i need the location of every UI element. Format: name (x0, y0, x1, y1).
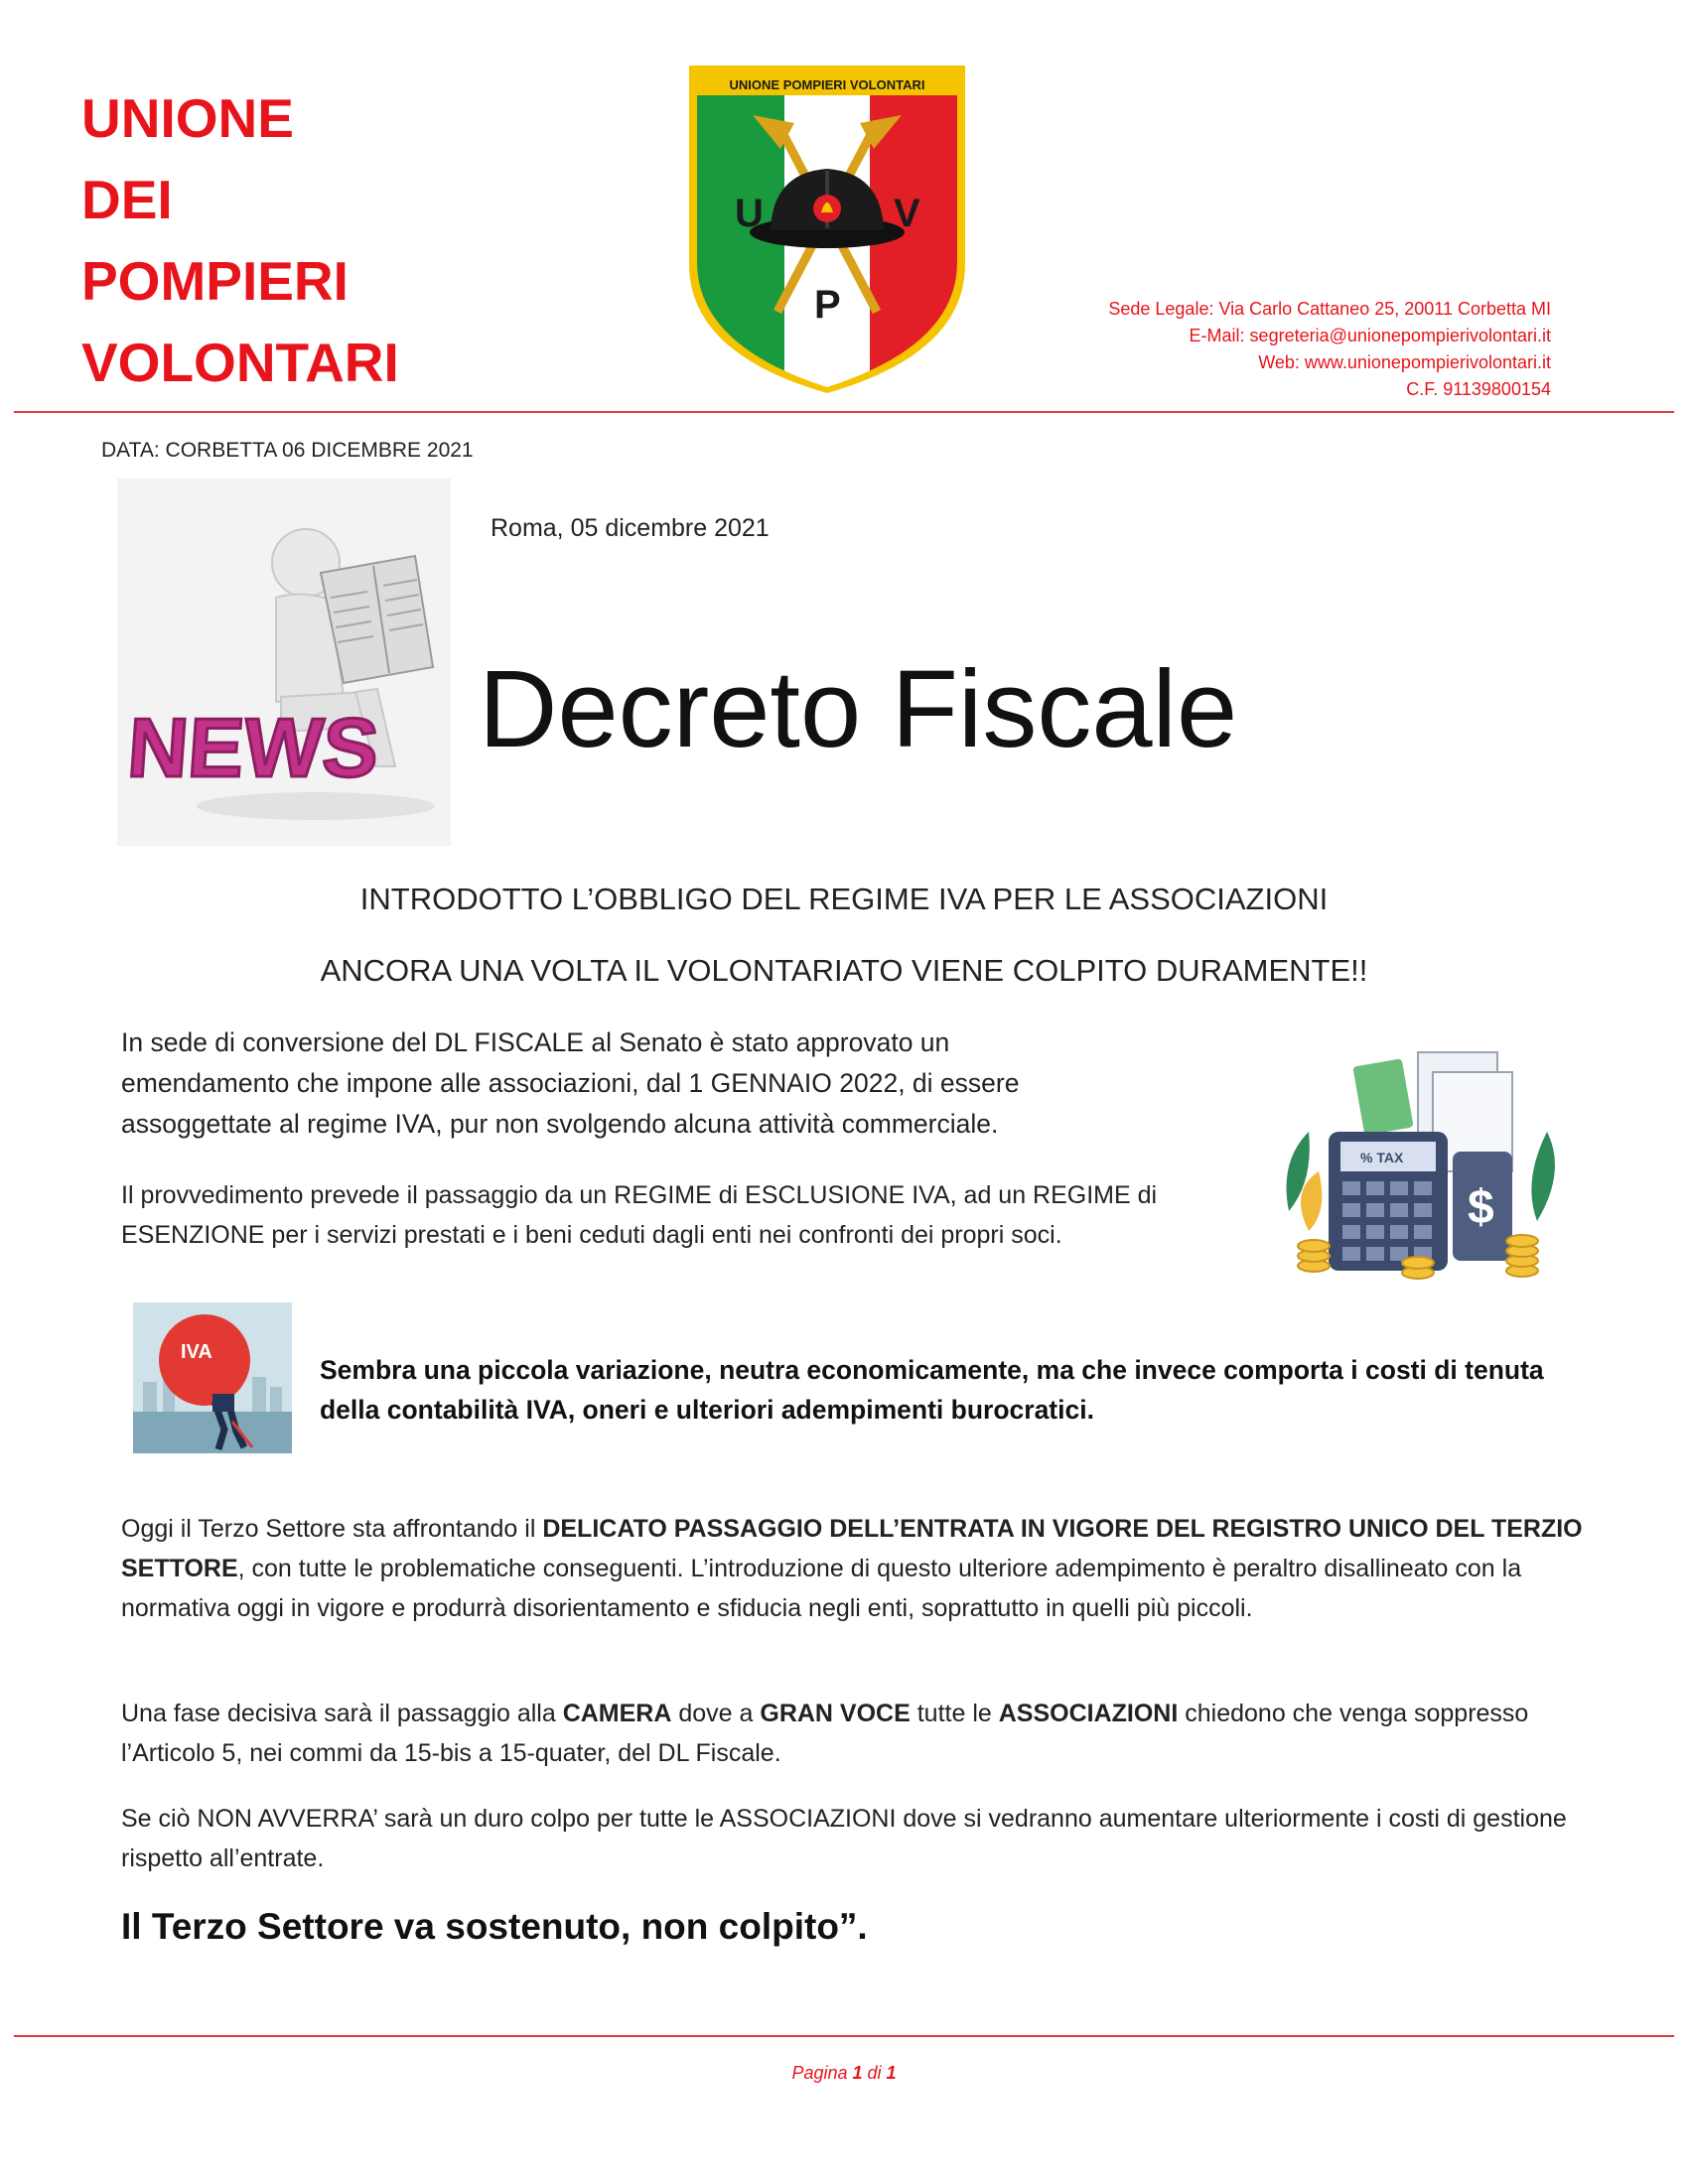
paragraph-terzo-settore-text-1: Oggi il Terzo Settore sta affrontando il (121, 1515, 543, 1543)
paragraph-intro-line-2: emendamento che impone alle associazioni, dal 1 GENNAIO 2022, di essere (121, 1068, 1020, 1098)
page-mid: di (862, 2063, 887, 2083)
tax-label: % TAX (1360, 1150, 1404, 1165)
paragraph-terzo-settore-bold: DELICATO PASSAGGIO DELL’ENTRATA IN VIGORE DEL REGISTRO UNICO DEL TERZIO SETTORE (121, 1515, 1583, 1582)
cost-warning-line-1: Sembra una piccola variazione, neutra economicamente, ma che invece comporta i costi di tenuta (320, 1355, 1544, 1385)
news-image-text: NEWS (124, 701, 382, 794)
paragraph-terzo-settore (121, 1509, 1591, 1628)
paragraph-regime (121, 1175, 1157, 1255)
paragraph-regime-line-1: Il provvedimento prevede il passaggio da un REGIME di ESCLUSIONE IVA, ad un REGIME di (121, 1181, 1158, 1209)
org-name-line-3: POMPIERI (81, 250, 349, 312)
news-reader-image (117, 478, 451, 846)
cost-warning-line-2: della contabilità IVA, oneri e ulteriori adempimenti burocratici. (320, 1395, 1094, 1425)
page-number (0, 2063, 1688, 2084)
dollar-symbol: $ (1468, 1181, 1494, 1234)
paragraph-regime-line-2: ESENZIONE per i servizi prestati e i beni ceduti dagli enti nei confronti dei propri soci. (121, 1221, 1062, 1249)
footer-divider (14, 2035, 1674, 2037)
tax-calculator-image (1269, 1023, 1567, 1291)
cost-warning-note (320, 1350, 1591, 1430)
paragraph-intro-line-1: In sede di conversione del DL FISCALE al Senato è stato approvato un (121, 1027, 950, 1057)
contact-email: E-Mail: segreteria@unionepompierivolontari.it (1189, 326, 1551, 345)
logo-letter-v: V (894, 192, 920, 235)
paragraph-intro-line-3: assoggettate al regime IVA, pur non svolgendo alcuna attività commerciale. (121, 1109, 999, 1139)
logo-letter-p: P (814, 283, 841, 327)
organization-name (81, 77, 399, 403)
paragraph-camera-text-3: tutte le (910, 1700, 999, 1727)
upv-shield-logo (683, 64, 971, 393)
logo-banner-text: UNIONE POMPIERI VOLONTARI (729, 77, 925, 92)
headline-volunteering-hit: ANCORA UNA VOLTA IL VOLONTARIATO VIENE COLPITO DURAMENTE!! (320, 953, 1368, 988)
contact-block (1108, 296, 1551, 403)
org-name-line-2: DEI (81, 169, 173, 230)
header-divider (14, 411, 1674, 413)
paragraph-intro (121, 1023, 1019, 1145)
paragraph-camera-text-1: Una fase decisiva sarà il passaggio alla (121, 1700, 563, 1727)
page-title: Decreto Fiscale (479, 648, 1238, 770)
paragraph-camera-bold-gran-voce: GRAN VOCE (760, 1700, 911, 1727)
iva-burden-image (133, 1302, 292, 1453)
page-prefix: Pagina (791, 2063, 853, 2083)
logo-letter-u: U (735, 192, 764, 235)
place-date: Roma, 05 dicembre 2021 (491, 514, 770, 542)
paragraph-terzo-settore-text-2: , con tutte le problematiche conseguenti. L’introduzione di questo ulteriore adempimento è peraltro disallineato con la normativa oggi in vigore e produrrà disorientamento e sfiducia negli enti, soprattutto in quelli più piccoli. (121, 1555, 1522, 1622)
paragraph-consequences: Se ciò NON AVVERRA’ sarà un duro colpo per tutte le ASSOCIAZIONI dove si vedranno aumentare ulteriormente i costi di gestione rispetto all’entrate. (121, 1805, 1567, 1872)
contact-tax-code: C.F. 91139800154 (1406, 379, 1551, 399)
document-date: DATA: CORBETTA 06 DICEMBRE 2021 (101, 439, 474, 462)
contact-web: Web: www.unionepompierivolontari.it (1258, 352, 1551, 372)
paragraph-camera-bold-camera: CAMERA (562, 1700, 672, 1727)
page-current: 1 (852, 2063, 863, 2083)
org-name-line-4: VOLONTARI (81, 332, 399, 393)
page-total: 1 (886, 2063, 897, 2083)
closing-statement: Il Terzo Settore va sostenuto, non colpito”. (121, 1906, 868, 1947)
paragraph-camera (121, 1694, 1591, 1773)
paragraph-camera-text-4: chiedono che venga soppresso l’Articolo 5, nei commi da 15-bis a 15-quater, del DL Fiscale. (121, 1700, 1529, 1767)
paragraph-camera-text-2: dove a (671, 1700, 761, 1727)
headline-iva-obligation: INTRODOTTO L’OBBLIGO DEL REGIME IVA PER LE ASSOCIAZIONI (359, 882, 1329, 916)
contact-address: Sede Legale: Via Carlo Cattaneo 25, 20011 Corbetta MI (1108, 299, 1551, 319)
paragraph-camera-bold-associazioni: ASSOCIAZIONI (998, 1700, 1179, 1727)
iva-ball-text: IVA (181, 1341, 212, 1363)
org-name-line-1: UNIONE (81, 87, 294, 149)
